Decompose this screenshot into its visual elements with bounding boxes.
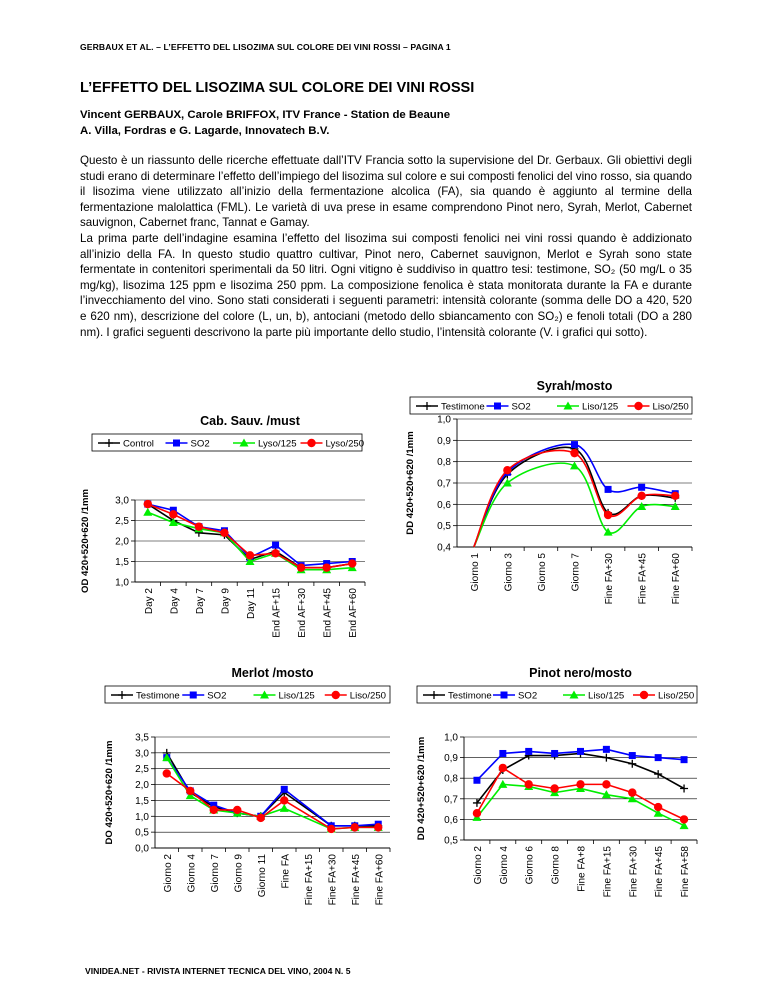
data-point bbox=[297, 563, 305, 571]
article-title: L’EFFETTO DEL LISOZIMA SUL COLORE DEI VINI ROSSI bbox=[80, 80, 475, 96]
y-tick-label: 0,7 bbox=[444, 794, 458, 806]
x-tick-label: Giorno 5 bbox=[536, 553, 548, 592]
data-point bbox=[571, 441, 578, 448]
data-point bbox=[351, 823, 359, 831]
y-tick-label: 0,7 bbox=[437, 478, 451, 490]
data-point bbox=[628, 760, 636, 768]
data-point bbox=[280, 796, 288, 804]
chart-cab-sauv bbox=[75, 410, 395, 645]
data-point bbox=[603, 746, 610, 753]
authors bbox=[80, 107, 450, 139]
abstract bbox=[80, 153, 692, 340]
legend-entry: Lyso/125 bbox=[258, 438, 297, 450]
legend-entry: Lyso/250 bbox=[325, 438, 365, 450]
x-tick-label: Fine FA+45 bbox=[350, 854, 362, 906]
y-tick-label: 0,6 bbox=[444, 814, 458, 826]
data-point bbox=[503, 466, 511, 474]
y-tick-label: 0,4 bbox=[437, 542, 451, 554]
y-tick-label: 0,6 bbox=[437, 499, 451, 511]
data-point bbox=[681, 756, 688, 763]
legend-entry: Liso/125 bbox=[588, 690, 625, 702]
data-point bbox=[550, 784, 558, 792]
x-tick-label: Day 9 bbox=[220, 588, 232, 615]
x-tick-label: Fine FA bbox=[280, 854, 292, 889]
data-point bbox=[186, 787, 194, 795]
data-point bbox=[169, 510, 177, 518]
legend-entry: SO2 bbox=[511, 401, 531, 413]
data-point bbox=[494, 403, 501, 410]
y-tick-label: 0,8 bbox=[444, 773, 458, 785]
author-line: Vincent GERBAUX, Carole BRIFFOX, ITV France - Station de Beaune bbox=[80, 109, 451, 121]
data-point bbox=[246, 551, 254, 559]
data-point bbox=[605, 486, 612, 493]
data-point bbox=[570, 449, 578, 457]
data-point bbox=[327, 825, 335, 833]
y-tick-label: 2,5 bbox=[135, 764, 149, 776]
y-tick-label: 2,0 bbox=[135, 780, 149, 792]
data-point bbox=[233, 806, 241, 814]
chart-title: Merlot /mosto bbox=[231, 666, 314, 680]
chart-title: Syrah/mosto bbox=[536, 379, 613, 393]
legend-entry: Control bbox=[123, 438, 154, 450]
data-point bbox=[143, 508, 152, 516]
y-tick-label: 1,5 bbox=[115, 557, 129, 568]
data-point bbox=[654, 770, 662, 778]
abstract-paragraph: Questo è un riassunto delle ricerche effettuate dall’ITV Francia sotto la supervisione del Dr. Gerbaux. Gli obiettivi degli studi erano di determinare l’effetto dell’impiego del lisozima sul colore e sui composti fenolici del vino rosso, sia quando il lisozima viene utilizzato all’inizio della fermentazione alcolica (FA), sia quando è aggiunto al termine della fermentazione malolattica (FML). Le varietà di uva prese in esame comprendono Pinot nero, Syrah, Merlot, Cabernet sauvignon, Cabernet franc, Tannat e Gamay. bbox=[80, 154, 692, 230]
x-tick-label: Fine FA+60 bbox=[374, 854, 386, 906]
y-tick-label: 2,5 bbox=[115, 516, 129, 527]
x-tick-label: Giorno 7 bbox=[570, 553, 582, 592]
y-tick-label: 1,0 bbox=[135, 811, 149, 823]
x-tick-label: End AF+30 bbox=[297, 588, 309, 638]
x-tick-label: Fine FA+8 bbox=[576, 846, 588, 892]
x-tick-label: Giorno 3 bbox=[503, 553, 515, 592]
data-point bbox=[307, 439, 315, 447]
data-point bbox=[640, 691, 648, 699]
data-point bbox=[257, 814, 265, 822]
x-tick-label: Giorno 9 bbox=[233, 854, 245, 893]
legend-entry: Liso/125 bbox=[278, 690, 315, 702]
data-point bbox=[525, 780, 533, 788]
chart-title: Cab. Sauv. /must bbox=[200, 414, 300, 428]
x-tick-label: Fine FA+30 bbox=[604, 553, 616, 605]
x-tick-label: Giorno 1 bbox=[469, 553, 481, 592]
data-point bbox=[638, 484, 645, 491]
data-point bbox=[272, 542, 279, 549]
y-tick-label: 1,5 bbox=[135, 795, 149, 807]
x-tick-label: Giorno 7 bbox=[209, 854, 221, 893]
x-tick-label: End AF+15 bbox=[271, 588, 283, 638]
x-tick-label: End AF+60 bbox=[348, 588, 360, 638]
y-tick-label: 0,8 bbox=[437, 457, 451, 469]
data-point bbox=[602, 754, 610, 762]
data-point bbox=[374, 823, 382, 831]
x-tick-label: Giorno 11 bbox=[256, 854, 268, 898]
x-tick-label: Giorno 2 bbox=[162, 854, 174, 893]
data-point bbox=[499, 764, 507, 772]
y-tick-label: 2,0 bbox=[115, 536, 129, 548]
data-point bbox=[190, 692, 197, 699]
legend-entry: Testimone bbox=[441, 401, 485, 413]
x-tick-label: Day 7 bbox=[194, 588, 206, 615]
y-axis-label: OD 420+520+620 /1mm bbox=[80, 488, 91, 594]
y-tick-label: 0,9 bbox=[437, 435, 451, 447]
data-point bbox=[680, 815, 688, 823]
legend-entry: Liso/250 bbox=[349, 690, 387, 702]
legend-entry: Testimone bbox=[448, 690, 492, 702]
x-tick-label: Giorno 2 bbox=[472, 846, 484, 885]
y-axis-label: DD 420+520+620 /1mm bbox=[416, 736, 427, 841]
running-header: GERBAUX ET AL. – L’EFFETTO DEL LISOZIMA SUL COLORE DEI VINI ROSSI – PAGINA 1 bbox=[80, 42, 451, 52]
data-point bbox=[271, 549, 279, 557]
x-tick-label: End AF+45 bbox=[322, 588, 334, 638]
y-tick-label: 0,9 bbox=[444, 753, 458, 765]
data-point bbox=[163, 769, 171, 777]
data-point bbox=[655, 754, 662, 761]
y-tick-label: 1,0 bbox=[115, 577, 129, 589]
series-line bbox=[167, 753, 379, 826]
y-tick-label: 3,0 bbox=[115, 495, 129, 507]
x-tick-label: Fine FA+30 bbox=[628, 846, 640, 898]
data-point bbox=[210, 806, 218, 814]
x-tick-label: Fine FA+30 bbox=[327, 854, 339, 906]
data-point bbox=[348, 559, 356, 567]
chart-title: Pinot nero/mosto bbox=[529, 666, 632, 680]
x-tick-label: Fine FA+58 bbox=[680, 846, 692, 898]
x-tick-label: Fine FA+60 bbox=[671, 553, 683, 605]
y-tick-label: 1,0 bbox=[437, 414, 451, 426]
x-tick-label: Fine FA+15 bbox=[303, 854, 315, 906]
data-point bbox=[576, 780, 584, 788]
data-point bbox=[602, 780, 610, 788]
data-point bbox=[501, 692, 508, 699]
data-point bbox=[671, 492, 679, 500]
data-point bbox=[577, 748, 584, 755]
x-tick-label: Giorno 4 bbox=[498, 846, 510, 885]
y-tick-label: 3,5 bbox=[135, 732, 149, 744]
x-tick-label: Giorno 8 bbox=[550, 846, 562, 885]
data-point bbox=[525, 748, 532, 755]
data-point bbox=[499, 750, 506, 757]
legend-entry: SO2 bbox=[518, 690, 538, 702]
author-line: A. Villa, Fordras e G. Lagarde, Innovatech B.V. bbox=[80, 125, 330, 137]
y-tick-label: 0,5 bbox=[135, 827, 149, 839]
y-tick-label: 0,5 bbox=[437, 521, 451, 533]
legend-entry: SO2 bbox=[207, 690, 227, 702]
data-point bbox=[173, 440, 180, 447]
data-point bbox=[280, 804, 289, 812]
y-tick-label: 0,5 bbox=[444, 835, 458, 847]
x-tick-label: Day 11 bbox=[246, 588, 257, 619]
data-point bbox=[628, 788, 636, 796]
abstract-paragraph: La prima parte dell’indagine esamina l’effetto del lisozima sui composti fenolici nei vini rossi quando è addizionato all’inizio della FA. In questo studio quattro cultivar, Pinot nero, Cabernet sauvignon, Merlot e Syrah sono state fermentate in contenitori sperimentali da 50 litri. Ogni vitigno è suddiviso in quattro tesi: testimone, SO₂ (50 mg/L o 35 mg/kg), lisozima 125 ppm e lisozima 250 ppm. La composizione fenolica è stata monitorata durante la FA e durante l’invecchiamento del vino. Sono stati considerati i seguenti parametri: intensità colorante (somma delle DO a 420, 520 e 620 nm), descrizione del colore (L, un, b), antociani (metodo dello sbiancamento con SO₂) e fenoli totali (DO a 280 nm). I grafici seguenti descrivono la parte più importante dello studio, l’intensità colorante (V. i grafici qui sotto). bbox=[80, 231, 692, 339]
series-line bbox=[167, 758, 379, 826]
series-line bbox=[477, 768, 684, 820]
legend-entry: Liso/250 bbox=[652, 401, 689, 413]
y-axis-label: DD 420+520+620 /1mm bbox=[405, 431, 416, 535]
legend-entry: Liso/250 bbox=[658, 690, 695, 702]
data-point bbox=[195, 522, 203, 530]
y-tick-label: 1,0 bbox=[444, 732, 458, 744]
data-point bbox=[144, 500, 152, 508]
chart-syrah bbox=[402, 373, 702, 653]
data-point bbox=[629, 752, 636, 759]
x-tick-label: Fine FA+45 bbox=[654, 846, 666, 898]
x-tick-label: Fine FA+15 bbox=[602, 846, 614, 898]
legend-entry: Liso/125 bbox=[582, 401, 619, 413]
data-point bbox=[604, 511, 612, 519]
series-line bbox=[167, 758, 379, 829]
chart-pinot-nero bbox=[412, 662, 702, 917]
x-tick-label: Giorno 4 bbox=[186, 854, 198, 893]
data-point bbox=[473, 809, 481, 817]
data-point bbox=[281, 786, 288, 793]
legend-entry: Testimone bbox=[136, 690, 180, 702]
y-tick-label: 3,0 bbox=[135, 748, 149, 760]
x-tick-label: Day 2 bbox=[143, 588, 155, 615]
y-axis-label: DO 420+520+620 /1mm bbox=[104, 740, 115, 845]
footer: VINIDEA.NET - RIVISTA INTERNET TECNICA DEL VINO, 2004 N. 5 bbox=[85, 966, 351, 976]
x-tick-label: Day 4 bbox=[169, 588, 181, 615]
data-point bbox=[322, 563, 330, 571]
y-tick-label: 0,0 bbox=[135, 843, 149, 855]
data-point bbox=[220, 529, 228, 537]
chart-merlot bbox=[100, 662, 400, 917]
data-point bbox=[637, 492, 645, 500]
data-point bbox=[473, 777, 480, 784]
data-point bbox=[551, 750, 558, 757]
data-point bbox=[654, 803, 662, 811]
data-point bbox=[634, 402, 642, 410]
x-tick-label: Giorno 6 bbox=[524, 846, 536, 885]
data-point bbox=[680, 785, 688, 793]
legend-entry: SO2 bbox=[190, 438, 210, 450]
x-tick-label: Fine FA+45 bbox=[637, 553, 649, 605]
data-point bbox=[332, 691, 340, 699]
